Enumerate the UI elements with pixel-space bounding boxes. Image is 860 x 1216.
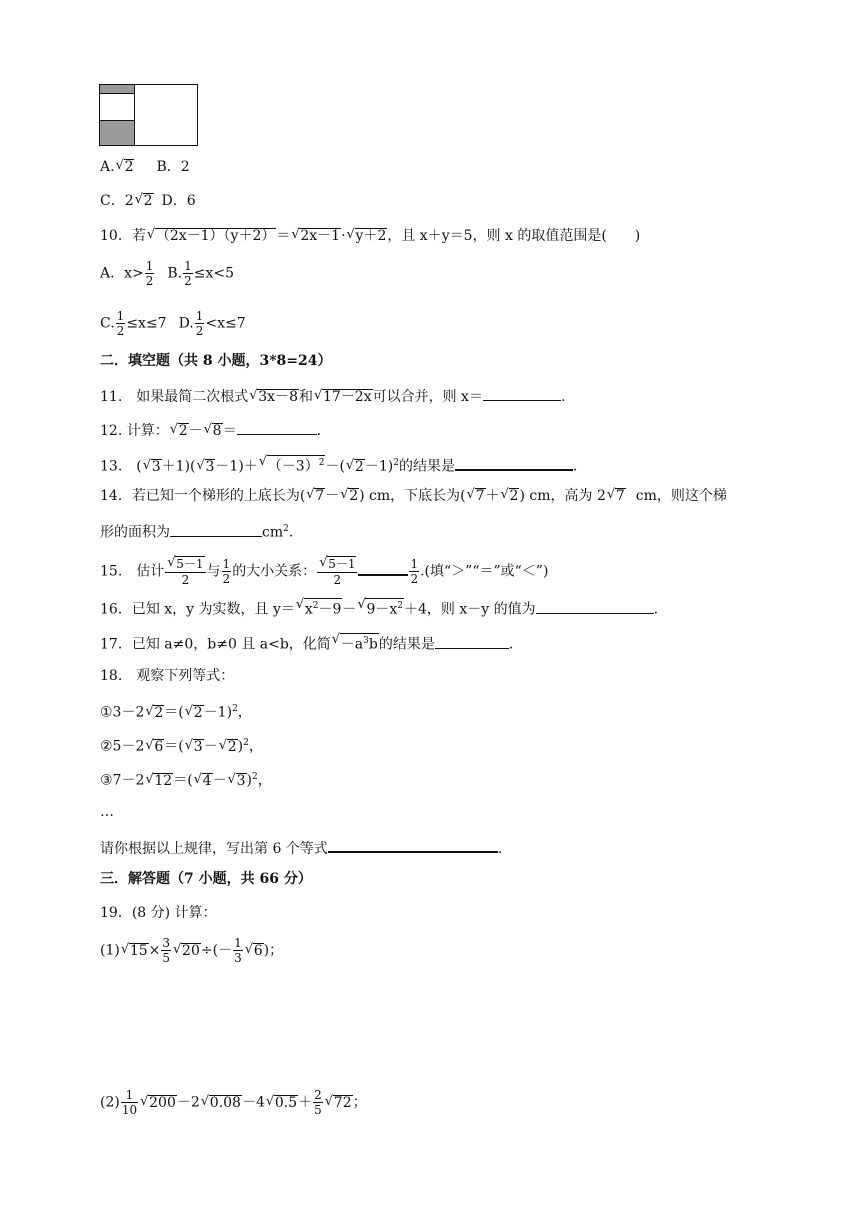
q10-options-row2: C. $\frac{1}{2}$ ≤x≤7 D. $\frac{1}{2}$ <x≤7	[100, 309, 246, 338]
sqrt-sign: √ 2	[143, 193, 154, 209]
q19-part2: (2) $\frac{1}{10}$ √ 200－2√ 0.08－4√ 0.5＋ $\frac{2}{5}$ √ 72；	[100, 1088, 367, 1117]
section-3-heading: 三．解答题（7 小题，共 66 分）	[100, 871, 312, 887]
answer-blank[interactable]	[237, 420, 317, 435]
answer-blank[interactable]	[358, 560, 408, 576]
q11: 11. 如果最简二次根式√ 3x－8和√ 17－2x可以合并，则 x＝ .	[100, 386, 565, 406]
q18-ellipsis: …	[100, 804, 114, 820]
q18-title: 18. 观察下列等式：	[100, 668, 235, 684]
q13: 13. (√ 3＋1)(√ 3－1)＋√ $(-3)^2-(√$ 2－1)$^2$的结果是 .	[100, 454, 577, 476]
answer-blank[interactable]	[170, 522, 262, 537]
q9-option-b: B．2	[156, 159, 190, 175]
answer-blank[interactable]	[435, 634, 509, 649]
fraction: $\frac{1}{2}$	[116, 309, 125, 338]
q18-eq3: ③7－2√ 12＝(√ 4－√ 3)$^2$，	[100, 768, 272, 790]
sqrt-sign: √ 2	[124, 159, 135, 175]
q19-part1: (1)√ 15× $\frac{3}{5}$ √ 20÷(－ $\frac{1}{3}$ √ 6)；	[100, 936, 283, 965]
answer-blank[interactable]	[328, 837, 498, 853]
q9-options-row1	[100, 158, 190, 176]
q9-option-c-label: C．2	[100, 193, 134, 209]
figure-top-shaded-square	[100, 85, 134, 94]
fraction: $\frac{1}{2}$	[195, 309, 204, 338]
q17: 17．已知 a≠0，b≠0 且 a<b，化简√ $-a^3b$的结果是 .	[100, 633, 513, 654]
q18-eq2: ②5－2√ 6＝(√ 3－√ 2)$^2$，	[100, 734, 263, 756]
q9-option-d: D．6	[161, 193, 196, 209]
fraction: $\frac{1}{2}$	[184, 259, 192, 288]
rectangle-figure	[99, 84, 198, 146]
q18-ask: 请你根据以上规律，写出第 6 个等式 .	[100, 837, 502, 858]
answer-blank[interactable]	[483, 386, 561, 401]
q18-eq1: ①3－2√ 2＝(√ 2－1)$^2$，	[100, 700, 252, 722]
q19-title: 19．(8 分) 计算：	[100, 905, 217, 921]
q14-line2: 形的面积为 $cm^2$.	[100, 520, 293, 542]
answer-blank[interactable]	[536, 599, 654, 614]
q10-options-row1: A．x> $\frac{1}{2}$ B. $\frac{1}{2}$ ≤x<5	[100, 259, 235, 288]
q9-options-row2	[100, 192, 196, 210]
figure-bottom-shaded-square	[100, 120, 134, 145]
q14-line1: 14．若已知一个梯形的上底长为(√ 7－√ 2) cm，下底长为(√ 7＋√ 2) cm，高为 2√ 7 cm，则这个梯	[100, 487, 727, 505]
section-2-heading: 二．填空题（共 8 小题，3*8=24）	[100, 353, 332, 369]
q16: 16．已知 x，y 为实数，且 y＝√ $x^2-9-√$ $9-x^2+4$，则 x－y 的值为 .	[100, 598, 658, 619]
q10-stem: 10．若√ （2x－1）（y＋2）＝√ 2x－1·√ y＋2，且 x＋y＝5，则 x 的取值范围是( )	[100, 227, 640, 245]
answer-blank[interactable]	[455, 455, 573, 471]
q9-option-a-label: A.	[100, 159, 115, 175]
q12: 12. 计算：√ 2－√ 8＝ .	[100, 420, 321, 440]
q15: 15. 估计 √ $\frac{5-1}{2}$ 与 $\frac{1}{2}$ 的大小关系： √ $\frac{5-1}{2}$ $\frac{1}{2}$ .(填“＞”“＝”或“＜”)	[100, 556, 548, 587]
fraction: $\frac{1}{2}$	[145, 259, 154, 288]
